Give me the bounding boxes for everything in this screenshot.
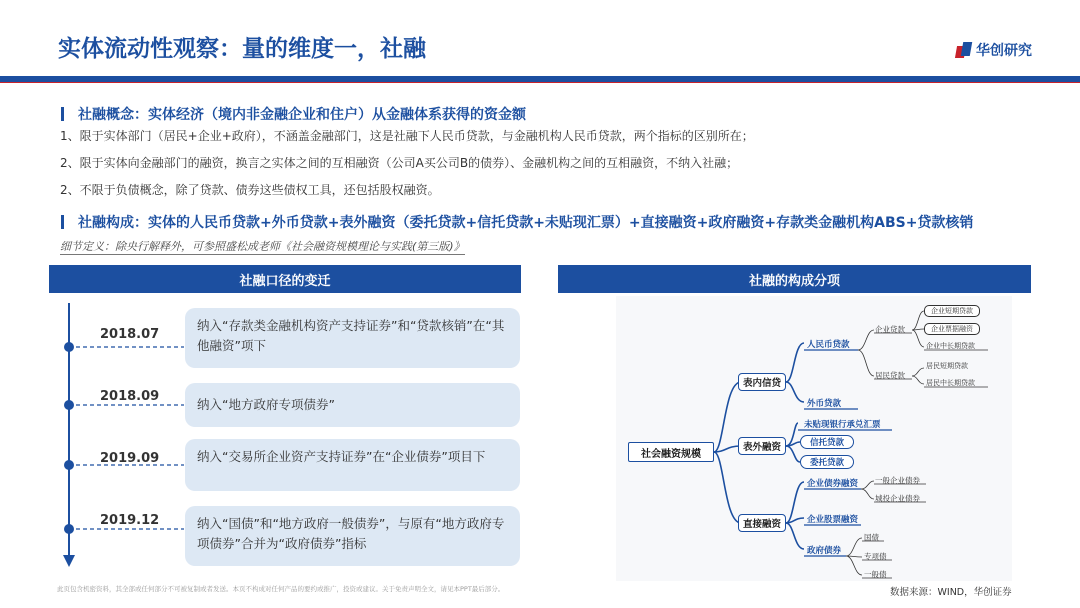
definition-note: 细节定义：除央行解释外，可参照盛松成老师《社会融资规模理论与实践(第三版)》 [60, 240, 465, 253]
mindmap-l3-node: 国债 [864, 533, 879, 542]
mindmap-l3-node: 企业贷款 [875, 325, 905, 334]
section-bar-icon [61, 215, 64, 229]
breakdown-header: 社融的构成分项 [558, 265, 1031, 293]
timeline-date: 2018.09 [100, 389, 160, 404]
timeline-date: 2018.07 [100, 327, 160, 342]
mindmap-l2-node: 企业债券融资 [807, 479, 859, 489]
section-bar-icon [61, 107, 64, 121]
timeline-item: 纳入“存款类金融机构资产支持证券”和“贷款核销”在“其他融资”项下 [185, 308, 520, 368]
mindmap-l4-node: 企业中长期贷款 [926, 342, 975, 350]
timeline-date: 2019.09 [100, 451, 160, 466]
data-source: 数据来源：WIND，华创证券 [890, 587, 1012, 598]
concept-point: 2、不限于负债概念，除了贷款、债券这些债权工具，还包括股权融资。 [60, 183, 440, 197]
mindmap-l3-node: 一般债 [864, 570, 887, 579]
concept-point: 1、限于实体部门（居民+企业+政府），不涵盖金融部门，这是社融下人民币贷款，与金融机构人民币贷款，两个指标的区别所在； [60, 129, 754, 143]
timeline-item: 纳入“国债”和“地方政府一般债券”，与原有“地方政府专项债券”合并为“政府债券”指标 [185, 506, 520, 566]
mindmap-l2-node: 外币贷款 [807, 399, 842, 409]
header-divider-accent [0, 82, 1080, 83]
concept-heading: 社融概念：实体经济（境内非金融企业和住户）从金融体系获得的资金额 [61, 104, 526, 124]
mindmap-l2-node: 信托贷款 [800, 435, 854, 449]
mindmap-l3-node: 城投企业债券 [875, 494, 920, 503]
mindmap-l2-node: 人民币贷款 [807, 340, 850, 350]
mindmap-l2-node: 政府债券 [807, 546, 842, 556]
mindmap-l4-node: 企业短期贷款 [924, 305, 980, 317]
mindmap-l4-node: 企业票据融资 [924, 323, 980, 335]
mindmap-l3-node: 居民贷款 [875, 371, 905, 380]
mindmap-l2-node: 未贴现银行承兑汇票 [804, 420, 881, 430]
timeline-date: 2019.12 [100, 513, 160, 528]
timeline-item: 纳入“地方政府专项债券” [185, 383, 520, 427]
logo [956, 40, 1032, 60]
mindmap-l4-node: 居民短期贷款 [926, 362, 968, 370]
logo-icon [956, 42, 972, 58]
mindmap-l4-node: 居民中长期贷款 [926, 379, 975, 387]
composition-heading: 社融构成：实体的人民币贷款+外币贷款+表外融资（委托贷款+信托贷款+未贴现汇票）+直接融资+政府融资+存款类金融机构ABS+贷款核销 [61, 212, 973, 232]
concept-point: 2、限于实体向金融部门的融资，换言之实体之间的互相融资（公司A买公司B的债券）、金融机构之间的互相融资，不纳入社融； [60, 156, 739, 170]
mindmap-l2-node: 企业股票融资 [807, 515, 859, 525]
logo-text: 华创研究 [976, 43, 1032, 59]
mindmap-l2-node: 委托贷款 [800, 455, 854, 469]
mindmap-l3-node: 一般企业债券 [875, 476, 920, 485]
timeline-item: 纳入“交易所企业资产支持证券”在“企业债券”项目下 [185, 439, 520, 491]
disclaimer: 此页包含机密资料，其全部或任何部分不可被复制或者发送。本页不构成对任何产品的要约或推广，投资或建议。关于免责声明全文，请见本PPT最后部分。 [57, 585, 505, 593]
mindmap-l1-node: 表内信贷 [738, 373, 786, 391]
page-title: 实体流动性观察：量的维度一，社融 [58, 36, 426, 62]
timeline-header: 社融口径的变迁 [49, 265, 521, 293]
mindmap-l1-node: 直接融资 [738, 514, 786, 532]
mindmap-l1-node: 表外融资 [738, 437, 786, 455]
mindmap-l3-node: 专项债 [864, 552, 887, 561]
mindmap-root: 社会融资规模 [628, 442, 714, 462]
mindmap [616, 296, 1012, 581]
